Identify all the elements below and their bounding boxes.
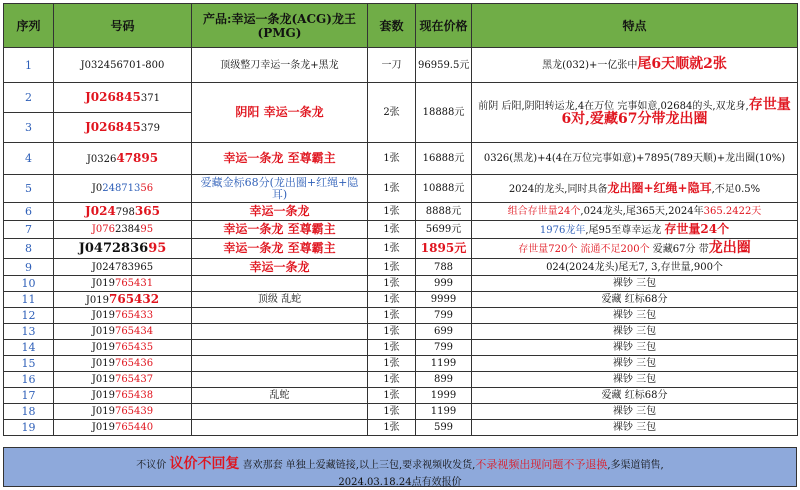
feature-text: 2024的龙头,同时具备 — [508, 183, 608, 195]
number-cell — [54, 308, 192, 324]
feature-highlight: 1976龙年 — [539, 224, 586, 236]
number-highlight: 365 — [134, 203, 160, 218]
feature-text: 前阴 后阳,阴阳转运龙,4在万位 完事如意,02684的头,双龙身, — [478, 100, 749, 112]
number-cell: J032456701-800 — [54, 48, 192, 83]
price-cell: 1999 — [416, 388, 472, 404]
seq-cell: 4 — [4, 143, 54, 175]
number-highlight: 56 — [140, 183, 154, 194]
count-cell: 1张 — [368, 308, 416, 324]
price-cell: 16888元 — [416, 143, 472, 175]
number-middle: 798 — [115, 206, 135, 218]
number-head: J019 — [91, 326, 115, 337]
product-cell — [192, 420, 368, 436]
product-cell — [192, 356, 368, 372]
price-cell: 5699元 — [416, 221, 472, 239]
seq-cell: 7 — [4, 221, 54, 239]
price-cell: 1895元 — [416, 239, 472, 259]
header-count: 套数 — [368, 4, 416, 48]
number-cell — [54, 175, 192, 203]
header-price: 现在价格 — [416, 4, 472, 48]
number-middle: 248713 — [102, 183, 141, 194]
product-cell: 顶级 乱蛇 — [192, 292, 368, 308]
number-cell — [54, 239, 192, 259]
number-cell — [54, 420, 192, 436]
count-cell: 1张 — [368, 259, 416, 276]
product-cell: 幸运一条龙 至尊霸主 — [192, 143, 368, 175]
seq-cell: 10 — [4, 276, 54, 292]
feature-highlight: 组合存世量24个 — [507, 206, 581, 217]
number-highlight: 47895 — [116, 150, 159, 165]
count-cell: 2张 — [368, 83, 416, 143]
count-cell: 1张 — [368, 221, 416, 239]
feature-highlight: 龙出圈+红绳+隐耳 — [607, 180, 712, 195]
count-cell: 1张 — [368, 388, 416, 404]
product-cell — [192, 308, 368, 324]
table-row — [4, 404, 798, 420]
number-highlight: 95 — [140, 224, 154, 235]
number-highlight: 765433 — [114, 310, 154, 321]
number-cell — [54, 203, 192, 221]
number-highlight: J026845 — [85, 89, 141, 104]
feature-highlight: 存世量6对,爱藏67分带龙出圈 — [561, 96, 791, 127]
table-row — [4, 420, 798, 436]
number-head: J019 — [85, 294, 109, 306]
product-cell — [192, 340, 368, 356]
price-cell: 799 — [416, 340, 472, 356]
feature-highlight: 尾6天顺就2张 — [637, 56, 727, 72]
price-cell: 788 — [416, 259, 472, 276]
footer-no-return: 不录视频出现问题不予退换 — [475, 458, 608, 471]
feature-cell — [472, 83, 798, 143]
price-cell: 96959.5元 — [416, 48, 472, 83]
number-highlight: 765432 — [109, 291, 160, 306]
feature-cell: 裸钞 三包 — [472, 308, 798, 324]
number-highlight: 765434 — [114, 326, 154, 337]
feature-cell: 裸钞 三包 — [472, 324, 798, 340]
number-head: J019 — [91, 390, 115, 401]
table-row — [4, 203, 798, 221]
footer-channels: ,多渠道销售, — [607, 460, 664, 471]
feature-tail: 龙出圈 — [708, 239, 751, 256]
table-row — [4, 324, 798, 340]
table-row — [4, 308, 798, 324]
number-cell — [54, 324, 192, 340]
number-highlight: 765436 — [114, 358, 154, 369]
price-cell: 9999 — [416, 292, 472, 308]
footer-terms: 喜欢那套 单独上爱藏链接,以上三包,要求视频收发货, — [239, 460, 476, 471]
seq-cell: 2 — [4, 83, 54, 113]
feature-cell: 爱藏 红标68分 — [472, 292, 798, 308]
seq-cell: 19 — [4, 420, 54, 436]
footer-no-bargain: 不议价 — [136, 460, 170, 471]
count-cell: 1张 — [368, 372, 416, 388]
product-cell: 阴阳 幸运一条龙 — [192, 83, 368, 143]
number-head: J019 — [91, 342, 115, 353]
header-product: 产品:幸运一条龙(ACG)龙王(PMG) — [192, 4, 368, 48]
number-highlight: 765435 — [114, 342, 154, 353]
price-cell: 699 — [416, 324, 472, 340]
table-row — [4, 388, 798, 404]
product-cell — [192, 276, 368, 292]
price-cell: 18888元 — [416, 83, 472, 143]
count-cell: 1张 — [368, 143, 416, 175]
feature-cell: 爱藏 红标68分 — [472, 388, 798, 404]
count-cell: 1张 — [368, 324, 416, 340]
count-cell: 1张 — [368, 239, 416, 259]
footer-line-1 — [4, 453, 796, 473]
number-head: J0 — [91, 183, 103, 194]
count-cell: 1张 — [368, 356, 416, 372]
number-tail: 371 — [140, 92, 160, 104]
price-cell: 1199 — [416, 356, 472, 372]
number-cell — [54, 372, 192, 388]
count-cell: 1张 — [368, 420, 416, 436]
product-cell: 顶级整刀幸运一条龙+黑龙 — [192, 48, 368, 83]
seq-cell: 11 — [4, 292, 54, 308]
product-cell: 幸运一条龙 — [192, 259, 368, 276]
table-row — [4, 372, 798, 388]
feature-tail: 365.2422天 — [703, 206, 762, 217]
number-highlight: 95 — [148, 241, 167, 256]
table-row — [4, 259, 798, 276]
product-cell: 幸运一条龙 至尊霸主 — [192, 221, 368, 239]
number-cell — [54, 113, 192, 143]
number-head: J019 — [91, 422, 115, 433]
number-highlight: 765438 — [114, 390, 154, 401]
number-cell — [54, 292, 192, 308]
count-cell: 1张 — [368, 175, 416, 203]
seq-cell: 8 — [4, 239, 54, 259]
seq-cell: 12 — [4, 308, 54, 324]
table-row — [4, 292, 798, 308]
table-row — [4, 276, 798, 292]
seq-cell: 1 — [4, 48, 54, 83]
number-head: J019 — [91, 278, 115, 289]
feature-cell: 0326(黑龙)+4(4在万位完事如意)+7895(789天顺)+龙出圈(10%) — [472, 143, 798, 175]
footer-valid-date: 2024.03.18.24点有效报价 — [338, 477, 462, 488]
number-highlight: 765439 — [114, 406, 154, 417]
seq-cell: 5 — [4, 175, 54, 203]
number-cell — [54, 340, 192, 356]
count-cell: 一刀 — [368, 48, 416, 83]
table-row — [4, 48, 798, 83]
feature-cell — [472, 48, 798, 83]
number-cell — [54, 388, 192, 404]
feature-cell: 024(2024龙头)尾无7, 3,存世量,900个 — [472, 259, 798, 276]
feature-cell: 裸钞 三包 — [472, 276, 798, 292]
number-head: J019 — [91, 310, 115, 321]
product-cell — [192, 404, 368, 420]
product-cell — [192, 372, 368, 388]
footer-no-reply: 议价不回复 — [169, 456, 240, 472]
product-cell: 乱蛇 — [192, 388, 368, 404]
number-highlight: 765440 — [114, 422, 154, 433]
feature-cell — [472, 239, 798, 259]
header-row — [4, 4, 798, 48]
price-cell: 799 — [416, 308, 472, 324]
seq-cell: 16 — [4, 372, 54, 388]
table-row — [4, 340, 798, 356]
number-head: J047 — [78, 241, 112, 256]
seq-cell: 9 — [4, 259, 54, 276]
number-cell — [54, 356, 192, 372]
price-cell: 1199 — [416, 404, 472, 420]
table-row — [4, 239, 798, 259]
feature-cell: 裸钞 三包 — [472, 404, 798, 420]
seq-cell: 15 — [4, 356, 54, 372]
footer-notice — [3, 447, 797, 487]
feature-tail: ,不足0.5% — [711, 183, 761, 195]
feature-text: 爱藏67分 带 — [649, 243, 709, 255]
table-row — [4, 356, 798, 372]
feature-cell: 裸钞 三包 — [472, 420, 798, 436]
feature-text: 黑龙(032)+一亿张中 — [542, 60, 638, 71]
number-head: J019 — [91, 358, 115, 369]
feature-cell — [472, 175, 798, 203]
count-cell: 1张 — [368, 340, 416, 356]
header-seq: 序列 — [4, 4, 54, 48]
seq-cell: 6 — [4, 203, 54, 221]
table-row — [4, 83, 798, 113]
number-middle: 2836 — [112, 241, 149, 256]
product-cell — [192, 324, 368, 340]
number-tail: 379 — [140, 122, 160, 134]
count-cell: 1张 — [368, 404, 416, 420]
price-cell: 8888元 — [416, 203, 472, 221]
feature-text: ,尾95至尊幸运龙 — [585, 224, 665, 236]
price-cell: 599 — [416, 420, 472, 436]
number-head: J024 — [85, 203, 116, 218]
number-middle: 2384 — [114, 224, 141, 235]
price-cell: 999 — [416, 276, 472, 292]
table-row — [4, 143, 798, 175]
feature-tail: 存世量24个 — [664, 221, 730, 236]
feature-cell: 裸钞 三包 — [472, 340, 798, 356]
number-highlight: 765431 — [114, 278, 154, 289]
seq-cell: 13 — [4, 324, 54, 340]
table-row — [4, 175, 798, 203]
seq-cell: 3 — [4, 113, 54, 143]
count-cell: 1张 — [368, 203, 416, 221]
seq-cell: 14 — [4, 340, 54, 356]
product-cell: 幸运一条龙 — [192, 203, 368, 221]
number-cell — [54, 276, 192, 292]
seq-cell: 18 — [4, 404, 54, 420]
count-cell: 1张 — [368, 292, 416, 308]
table-row — [4, 221, 798, 239]
feature-cell: 裸钞 三包 — [472, 372, 798, 388]
feature-cell — [472, 221, 798, 239]
number-cell — [54, 83, 192, 113]
header-feature: 特点 — [472, 4, 798, 48]
number-head: J076 — [91, 224, 115, 235]
feature-cell: 裸钞 三包 — [472, 356, 798, 372]
feature-text: ,024龙头,尾365天,2024年 — [580, 206, 704, 217]
product-cell: 幸运一条龙 至尊霸主 — [192, 239, 368, 259]
price-table — [3, 3, 798, 436]
number-head: J019 — [91, 374, 115, 385]
number-cell: J024783965 — [54, 259, 192, 276]
number-head: J0326 — [86, 153, 117, 165]
seq-cell: 17 — [4, 388, 54, 404]
feature-cell — [472, 203, 798, 221]
header-number: 号码 — [54, 4, 192, 48]
price-cell: 899 — [416, 372, 472, 388]
count-cell: 1张 — [368, 276, 416, 292]
number-highlight: 765437 — [114, 374, 154, 385]
product-cell: 爱藏金标68分(龙出圈+红绳+隐耳) — [192, 175, 368, 203]
feature-highlight: 存世量720个 流通不足200个 — [518, 243, 650, 255]
number-highlight: J026845 — [85, 119, 141, 134]
number-cell — [54, 221, 192, 239]
price-cell: 10888元 — [416, 175, 472, 203]
number-cell — [54, 143, 192, 175]
number-cell — [54, 404, 192, 420]
number-head: J019 — [91, 406, 115, 417]
